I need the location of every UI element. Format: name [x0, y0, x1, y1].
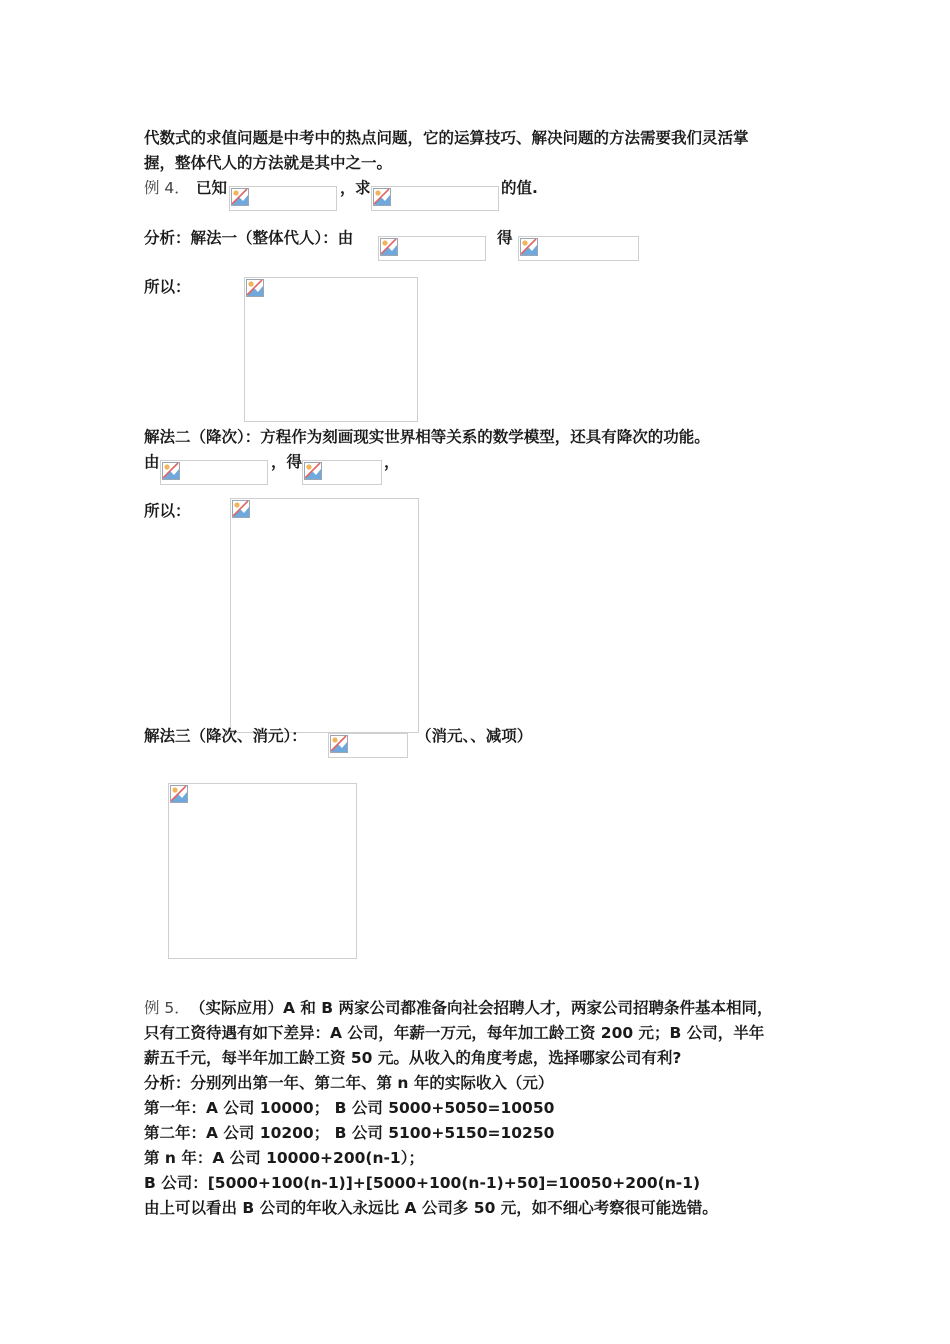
broken-image-icon — [170, 785, 188, 803]
example-4-label: 例 4． — [144, 179, 190, 197]
intro-line-2: 握，整体代人的方法就是其中之一。 — [144, 154, 393, 172]
example-5-year-n: 第 n 年：A 公司 10000+200(n-1）； — [144, 1149, 424, 1167]
broken-image-icon — [380, 238, 398, 256]
example-5-line-3: 薪五千元，每半年加工龄工资 50 元。从收入的角度考虑，选择哪家公司有利? — [144, 1049, 682, 1067]
method-3-heading: 解法三（降次、消元）： — [144, 727, 307, 745]
formula-image-target — [371, 186, 499, 211]
formula-image-method2-derivation — [230, 498, 419, 733]
formula-image-method1-result — [518, 236, 639, 261]
method-2-comma: ， — [384, 453, 400, 471]
broken-image-icon — [232, 500, 250, 518]
formula-image-method3 — [328, 733, 408, 758]
analysis-method-1: 分析：解法一（整体代人）：由 — [144, 229, 354, 247]
broken-image-icon — [520, 238, 538, 256]
example-5-b-formula: B 公司：[5000+100(n-1)]+[5000+100(n-1)+50]=10050+200(n-1) — [144, 1174, 701, 1192]
formula-image-method1-derivation — [244, 277, 418, 422]
broken-image-icon — [246, 279, 264, 297]
analysis-method-1-de: 得 — [497, 229, 513, 247]
method-2-comma-de: ，得 — [271, 453, 303, 471]
formula-image-method3-derivation — [168, 783, 357, 959]
example-5-year-1: 第一年：A 公司 10000； B 公司 5000+5050=10050 — [144, 1099, 555, 1117]
broken-image-icon — [330, 735, 348, 753]
method-2-you: 由 — [144, 453, 160, 471]
example-5-label: 例 5． — [144, 999, 190, 1017]
example-4-value-of: 的值. — [501, 179, 538, 197]
example-4-given: 已知 — [196, 179, 228, 197]
example-4-ask: 求 — [355, 179, 371, 197]
intro-line-1: 代数式的求值问题是中考中的热点问题，它的运算技巧、解决问题的方法需要我们灵活掌 — [144, 129, 749, 147]
example-4-comma: ， — [340, 179, 356, 197]
broken-image-icon — [373, 188, 391, 206]
formula-image-method2-result — [302, 460, 382, 485]
method-2-heading: 解法二（降次）：方程作为刻画现实世界相等关系的数学模型，还具有降次的功能。 — [144, 428, 710, 446]
broken-image-icon — [162, 462, 180, 480]
example-5-conclusion: 由上可以看出 B 公司的年收入永远比 A 公司多 50 元，如不细心考察很可能选错。 — [144, 1199, 718, 1217]
formula-image-method1-from — [378, 236, 486, 261]
formula-image-given — [229, 186, 337, 211]
suoyi-label-2: 所以： — [144, 502, 191, 520]
method-3-note: （消元、、减项） — [416, 727, 533, 745]
example-5-analysis: 分析：分别列出第一年、第二年、第 n 年的实际收入（元） — [144, 1074, 554, 1092]
example-5-line-2: 只有工资待遇有如下差异：A 公司，年薪一万元，每年加工龄工资 200 元；B 公司，半年 — [144, 1024, 765, 1042]
suoyi-label-1: 所以： — [144, 278, 191, 296]
broken-image-icon — [231, 188, 249, 206]
broken-image-icon — [304, 462, 322, 480]
example-5-year-2: 第二年：A 公司 10200； B 公司 5100+5150=10250 — [144, 1124, 555, 1142]
example-5-line-1: （实际应用）A 和 B 两家公司都准备向社会招聘人才，两家公司招聘条件基本相同， — [190, 999, 773, 1017]
formula-image-method2-from — [160, 460, 268, 485]
